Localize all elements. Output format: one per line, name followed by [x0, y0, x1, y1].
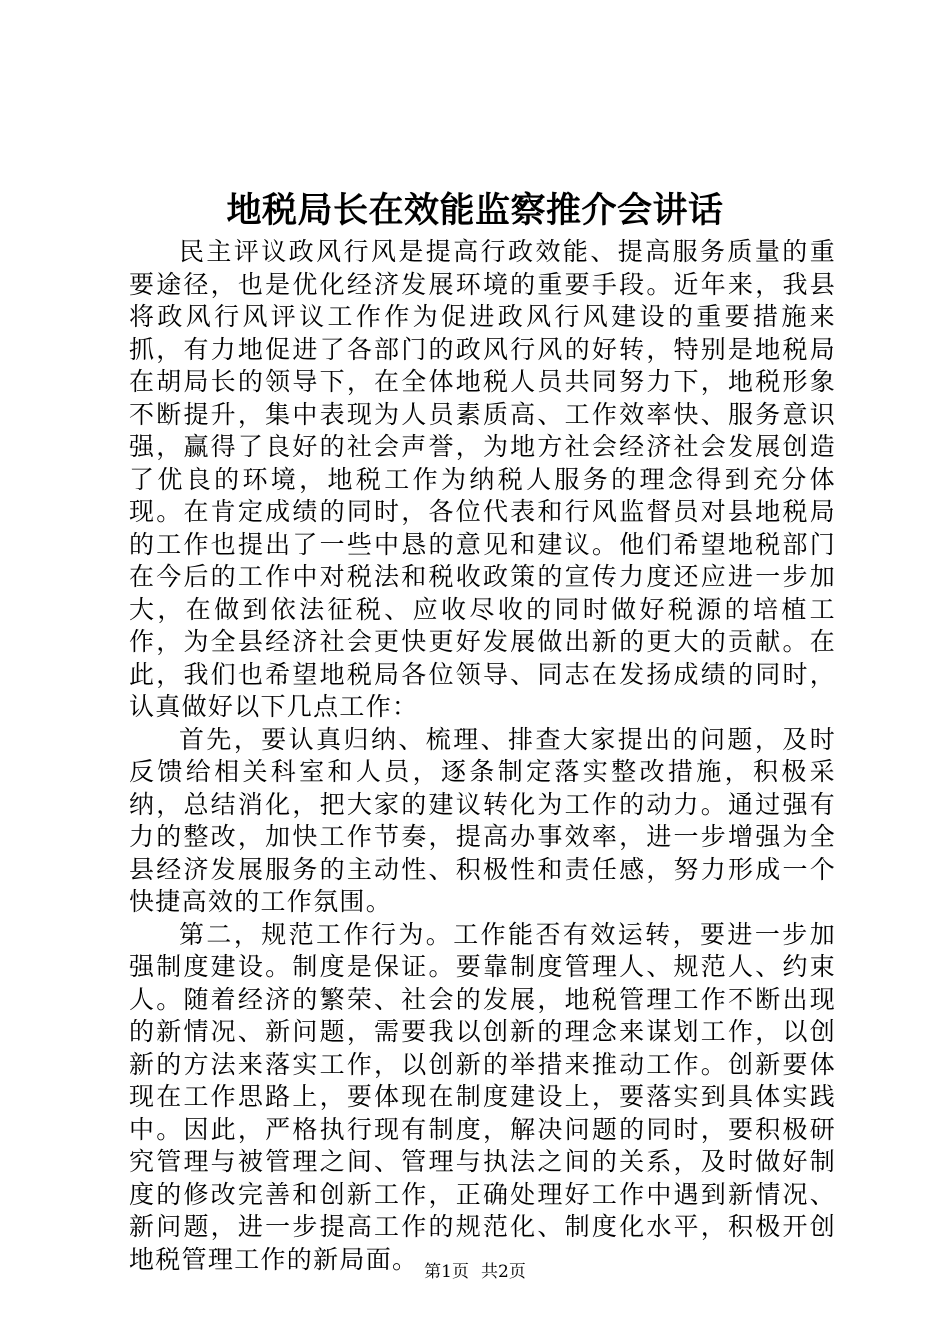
paragraph-second-point: 第二，规范工作行为。工作能否有效运转，要进一步加强制度建设。制度是保证。要靠制度管理人、规范人、约束人。随着经济的繁荣、社会的发展，地税管理工作不断出现的新情况、新问题，需要我以创新的理念来谋划工作，以创新的方法来落实工作，以创新的举措来推动工作。创新要体现在工作思路上，要体现在制度建设上，要落实到具体实践中。因此，严格执行现有制度，解决问题的同时，要积极研究管理与被管理之间、管理与执法之间的关系，及时做好制度的修改完善和创新工作，正确处理好工作中遇到新情况、新问题，进一步提高工作的规范化、制度化水平，积极开创地税管理工作的新局面。 [129, 919, 836, 1274]
page-footer [0, 1260, 950, 1284]
document-body [129, 236, 836, 1276]
document-title: 地税局长在效能监察推介会讲话 [226, 190, 724, 231]
page-total: 共2页 [481, 1262, 526, 1282]
paragraph-intro: 民主评议政风行风是提高行政效能、提高服务质量的重要途径，也是优化经济发展环境的重要手段。近年来，我县将政风行风评议工作作为促进政风行风建设的重要措施来抓，有力地促进了各部门的政风行风的好转，特别是地税局在胡局长的领导下，在全体地税人员共同努力下，地税形象不断提升，集中表现为人员素质高、工作效率快、服务意识强，赢得了良好的社会声誉，为地方社会经济社会发展创造了优良的环境，地税工作为纳税人服务的理念得到充分体现。在肯定成绩的同时，各位代表和行风监督员对县地税局的工作也提出了一些中恳的意见和建议。他们希望地税部门在今后的工作中对税法和税收政策的宣传力度还应进一步加大，在做到依法征税、应收尽收的同时做好税源的培植工作，为全县经济社会更快更好发展做出新的更大的贡献。在此，我们也希望地税局各位领导、同志在发扬成绩的同时，认真做好以下几点工作： [129, 237, 836, 721]
page-number: 第1页 [424, 1262, 469, 1282]
paragraph-first-point: 首先，要认真归纳、梳理、排查大家提出的问题，及时反馈给相关科室和人员，逐条制定落实整改措施，积极采纳，总结消化，把大家的建议转化为工作的动力。通过强有力的整改，加快工作节奏，提高办事效率，进一步增强为全县经济发展服务的主动性、积极性和责任感，努力形成一个快捷高效的工作氛围。 [129, 724, 836, 916]
